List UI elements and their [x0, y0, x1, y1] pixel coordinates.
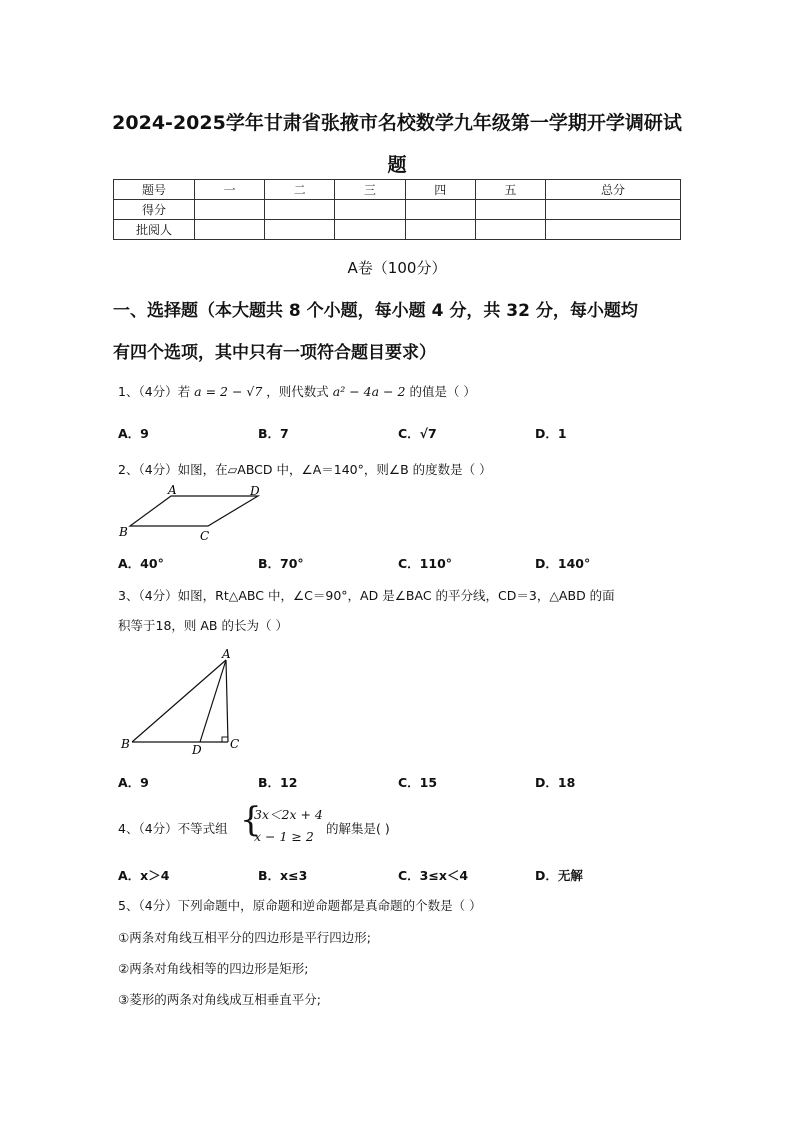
- score-cell[interactable]: [475, 200, 545, 220]
- score-cell[interactable]: [335, 220, 405, 240]
- inequality-2: x − 1 ≥ 2: [254, 829, 314, 844]
- score-row-label: 得分: [114, 200, 195, 220]
- score-table-row: [114, 220, 681, 240]
- question-1: [118, 382, 476, 400]
- right-angle-mark: [222, 737, 228, 742]
- score-cell[interactable]: [195, 200, 265, 220]
- question-4-prefix: 4、（4分）不等式组: [118, 821, 228, 836]
- score-cell[interactable]: [475, 220, 545, 240]
- q5-statement-3: ③菱形的两条对角线成互相垂直平分;: [118, 992, 321, 1007]
- q1-option-d[interactable]: D．1: [535, 426, 567, 441]
- title-line-2: 题: [387, 154, 407, 176]
- q4-option-b[interactable]: B．x≤3: [258, 868, 308, 883]
- question-3-line-2: 积等于18，则 AB 的长为（ ）: [118, 618, 288, 633]
- score-table-row: [114, 200, 681, 220]
- question-5: 5、（4分）下列命题中，原命题和逆命题都是真命题的个数是（ ）: [118, 898, 482, 913]
- triangle-label-b: B: [121, 737, 130, 751]
- score-table-header: 五: [475, 180, 545, 200]
- triangle-label-d: D: [192, 743, 202, 757]
- score-cell[interactable]: [265, 200, 335, 220]
- q5-statement-2: ②两条对角线相等的四边形是矩形;: [118, 961, 309, 976]
- parallelogram-label-c: C: [200, 529, 210, 543]
- score-cell[interactable]: [546, 200, 681, 220]
- q2-option-c[interactable]: C．110°: [398, 556, 453, 571]
- score-table-header: 总分: [546, 180, 681, 200]
- q3-option-c[interactable]: C．15: [398, 775, 438, 790]
- question-1-prefix: 1、（4分）若: [118, 384, 191, 399]
- q3-option-a[interactable]: A．9: [118, 775, 149, 790]
- section-1-heading-line-2: 有四个选项，其中只有一项符合题目要求）: [113, 343, 436, 363]
- score-cell[interactable]: [265, 220, 335, 240]
- side-ab: [132, 660, 226, 742]
- triangle-label-a: A: [222, 647, 231, 661]
- q1-option-b[interactable]: B．7: [258, 426, 289, 441]
- score-cell[interactable]: [405, 220, 475, 240]
- q2-option-a[interactable]: A．40°: [118, 556, 164, 571]
- q1-option-c[interactable]: C．√7: [398, 426, 437, 441]
- side-ac: [226, 660, 228, 742]
- volume-heading: A卷（100分）: [347, 259, 447, 277]
- question-2: 2、（4分）如图，在▱ABCD 中，∠A＝140°，则∠B 的度数是（ ）: [118, 462, 492, 477]
- right-triangle-figure: [118, 646, 248, 758]
- score-table: [113, 179, 681, 240]
- inequality-1: 3x＜2x + 4: [254, 807, 323, 822]
- bisector-ad: [200, 660, 226, 742]
- score-table-header: 三: [335, 180, 405, 200]
- score-table-header: 四: [405, 180, 475, 200]
- q2-option-b[interactable]: B．70°: [258, 556, 304, 571]
- score-cell[interactable]: [335, 200, 405, 220]
- q3-option-d[interactable]: D．18: [535, 775, 576, 790]
- score-cell[interactable]: [546, 220, 681, 240]
- score-table-header-row: [114, 180, 681, 200]
- section-1-heading-line-1: 一、选择题（本大题共 8 个小题，每小题 4 分，共 32 分，每小题均: [113, 301, 638, 321]
- score-table-header: 二: [265, 180, 335, 200]
- question-1-expr-b: a² − 4a − 2: [332, 384, 406, 399]
- question-4-suffix: 的解集是( ): [326, 821, 390, 836]
- system-brace: {: [240, 800, 262, 840]
- parallelogram-label-d: D: [250, 484, 260, 498]
- parallelogram-label-b: B: [119, 525, 128, 539]
- score-cell[interactable]: [195, 220, 265, 240]
- question-3-line-1: 3、（4分）如图，Rt△ABC 中，∠C＝90°，AD 是∠BAC 的平分线，CD＝3，△ABD 的面: [118, 588, 615, 603]
- q5-statement-1: ①两条对角线互相平分的四边形是平行四边形;: [118, 930, 371, 945]
- q1-option-a[interactable]: A．9: [118, 426, 149, 441]
- parallelogram-label-a: A: [168, 484, 177, 497]
- score-row-label: 批阅人: [114, 220, 195, 240]
- q4-option-a[interactable]: A．x＞4: [118, 868, 170, 883]
- question-1-mid: ，则代数式: [266, 384, 329, 399]
- triangle-label-c: C: [230, 737, 240, 751]
- parallelogram-figure: [116, 484, 266, 544]
- score-table-header: 题号: [114, 180, 195, 200]
- q4-option-d[interactable]: D．无解: [535, 868, 583, 883]
- q4-option-c[interactable]: C．3≤x＜4: [398, 868, 469, 883]
- question-1-suffix: 的值是（ ）: [409, 384, 476, 399]
- score-table-header: 一: [195, 180, 265, 200]
- q3-option-b[interactable]: B．12: [258, 775, 298, 790]
- q2-option-d[interactable]: D．140°: [535, 556, 591, 571]
- question-1-expr-a: a = 2 − √7: [194, 384, 263, 399]
- score-cell[interactable]: [405, 200, 475, 220]
- title-line-1: 2024-2025学年甘肃省张掖市名校数学九年级第一学期开学调研试: [112, 112, 682, 134]
- parallelogram-shape: [130, 496, 258, 526]
